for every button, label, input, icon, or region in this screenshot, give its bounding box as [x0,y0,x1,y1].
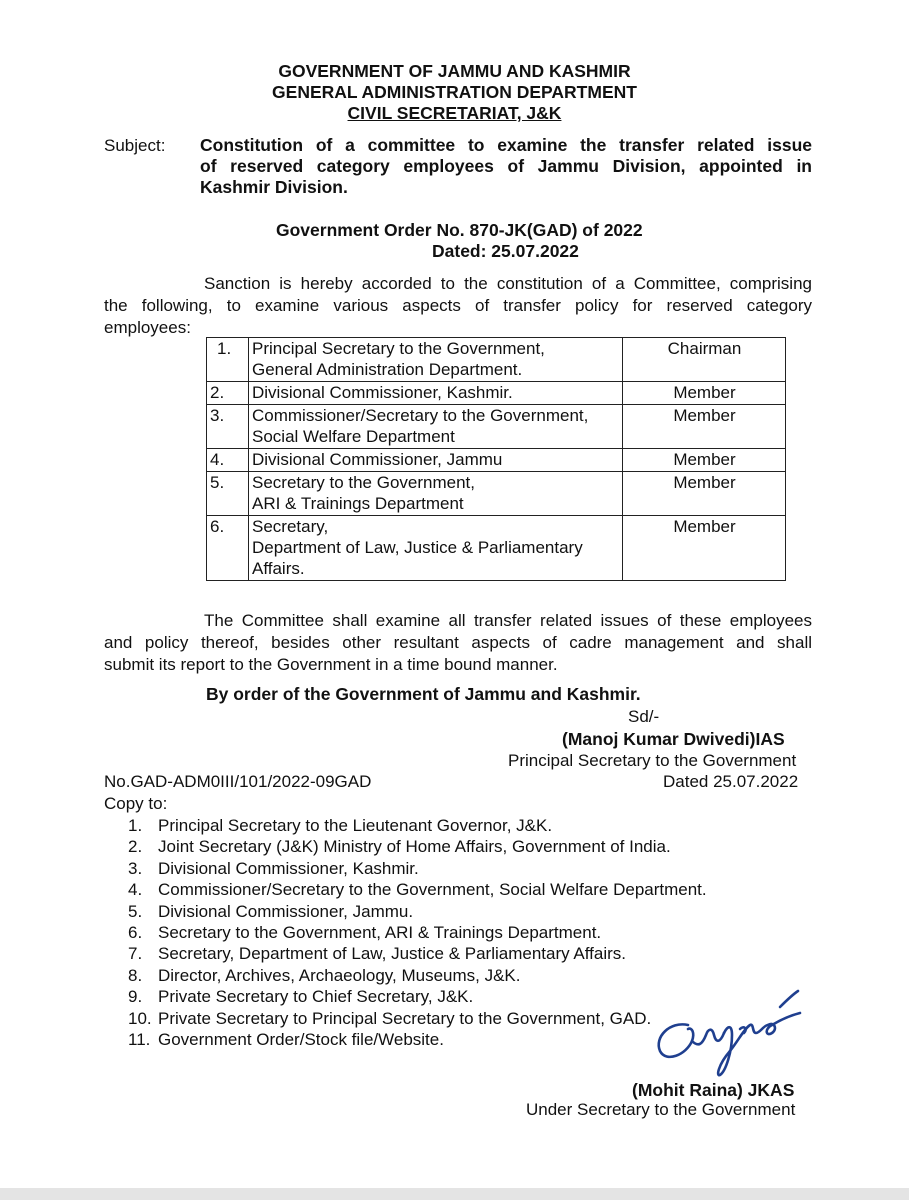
member-desc-line: Secretary, [252,517,329,536]
list-item-text: Government Order/Stock file/Website. [158,1029,444,1049]
list-item-number: 11. [128,1029,151,1049]
page-bottom-edge [0,1188,909,1200]
member-description [249,516,623,581]
member-description [249,472,623,516]
member-role: Member [623,405,786,449]
member-desc-line: Department of Law, Justice & Parliamentary [252,538,583,557]
list-item-number: 2. [128,837,143,857]
subject-text [200,135,812,198]
paragraph-line: employees: [104,318,191,337]
list-item [128,858,828,879]
table-row [207,449,786,472]
member-number: 1. [207,338,249,382]
member-desc-line: ARI & Trainings Department [252,494,464,513]
list-item-number: 10. [128,1008,152,1028]
list-item-text: Secretary, Department of Law, Justice & Parliamentary Affairs. [158,944,627,964]
committee-mandate-paragraph [104,610,812,676]
paragraph-line: Sanction is hereby accorded to the constitution of a Committee, comprising [204,274,812,293]
committee-table [206,337,786,581]
list-item [128,879,828,900]
list-item-text: Private Secretary to Principal Secretary to the Government, GAD. [158,1008,652,1028]
member-number: 6. [207,516,249,581]
sanction-paragraph [104,273,812,339]
member-desc-line: Divisional Commissioner, Kashmir. [252,383,513,402]
member-role: Member [623,472,786,516]
signatory-2-name: (Mohit Raina) JKAS [632,1080,795,1100]
member-number: 2. [207,382,249,405]
member-desc-line: Affairs. [252,559,305,578]
member-description [249,405,623,449]
subject-line: Constitution of a committee to examine the transfer related issue [200,135,812,155]
paragraph-line: and policy thereof, besides other resultant aspects of cadre management and shall [104,633,812,652]
member-desc-line: Principal Secretary to the Government, [252,339,545,358]
table-row [207,472,786,516]
member-description [249,382,623,405]
list-item [128,836,828,857]
subject-line: Kashmir Division. [200,177,348,197]
header-line-secretariat: CIVIL SECRETARIAT, J&K [347,103,562,123]
member-number: 4. [207,449,249,472]
sd-mark: Sd/- [628,707,660,726]
list-item-number: 5. [128,901,143,921]
member-desc-line: Secretary to the Government, [252,473,475,492]
member-role: Member [623,382,786,405]
member-description [249,338,623,382]
list-item [128,901,828,922]
subject-label: Subject: [104,136,166,155]
list-item-text: Divisional Commissioner, Jammu. [158,901,414,921]
signatory-2-designation: Under Secretary to the Government [526,1100,796,1119]
table-row [207,338,786,382]
member-desc-line: Social Welfare Department [252,427,455,446]
order-date: Dated: 25.07.2022 [432,241,579,261]
table-row [207,405,786,449]
list-item [128,815,828,836]
signatory-designation: Principal Secretary to the Government [508,751,797,770]
subject-line: of reserved category employees of Jammu Division, appointed in [200,156,812,176]
list-item-number: 8. [128,965,143,985]
table-row [207,382,786,405]
member-desc-line: Divisional Commissioner, Jammu [252,450,503,469]
list-item-number: 9. [128,987,143,1007]
member-desc-line: General Administration Department. [252,360,523,379]
list-item-text: Private Secretary to Chief Secretary, J&K. [158,987,474,1007]
copy-date: Dated 25.07.2022 [663,772,799,791]
list-item-text: Divisional Commissioner, Kashmir. [158,858,419,878]
handwritten-signature [640,985,840,1085]
paragraph-line: submit its report to the Government in a time bound manner. [104,655,558,674]
list-item [128,943,828,964]
list-item-number: 3. [128,858,143,878]
member-role: Chairman [623,338,786,382]
signatory-name: (Manoj Kumar Dwivedi)IAS [562,729,785,749]
list-item-number: 7. [128,944,143,964]
order-number: Government Order No. 870-JK(GAD) of 2022 [276,220,643,240]
list-item-number: 4. [128,880,143,900]
copy-to-label: Copy to: [104,794,168,813]
reference-number: No.GAD-ADM0III/101/2022-09GAD [104,772,372,791]
paragraph-line: the following, to examine various aspects of transfer policy for reserved category [104,296,812,315]
list-item [128,922,828,943]
header-line-government: GOVERNMENT OF JAMMU AND KASHMIR [278,61,631,81]
member-role: Member [623,516,786,581]
list-item-text: Commissioner/Secretary to the Government, Social Welfare Department. [158,880,707,900]
member-number: 3. [207,405,249,449]
member-number: 5. [207,472,249,516]
list-item-text: Secretary to the Government, ARI & Trainings Department. [158,922,602,942]
list-item [128,965,828,986]
list-item-text: Principal Secretary to the Lieutenant Governor, J&K. [158,816,553,835]
by-order-line: By order of the Government of Jammu and Kashmir. [206,684,641,704]
paragraph-line: The Committee shall examine all transfer related issues of these employees [204,611,812,630]
list-item-text: Joint Secretary (J&K) Ministry of Home Affairs, Government of India. [158,837,671,857]
list-item-text: Director, Archives, Archaeology, Museums, J&K. [158,965,521,985]
header-line-department: GENERAL ADMINISTRATION DEPARTMENT [272,82,637,102]
member-desc-line: Commissioner/Secretary to the Government, [252,406,589,425]
list-item-number: 6. [128,922,143,942]
table-row [207,516,786,581]
member-description [249,449,623,472]
list-item-number: 1. [128,816,143,835]
member-role: Member [623,449,786,472]
